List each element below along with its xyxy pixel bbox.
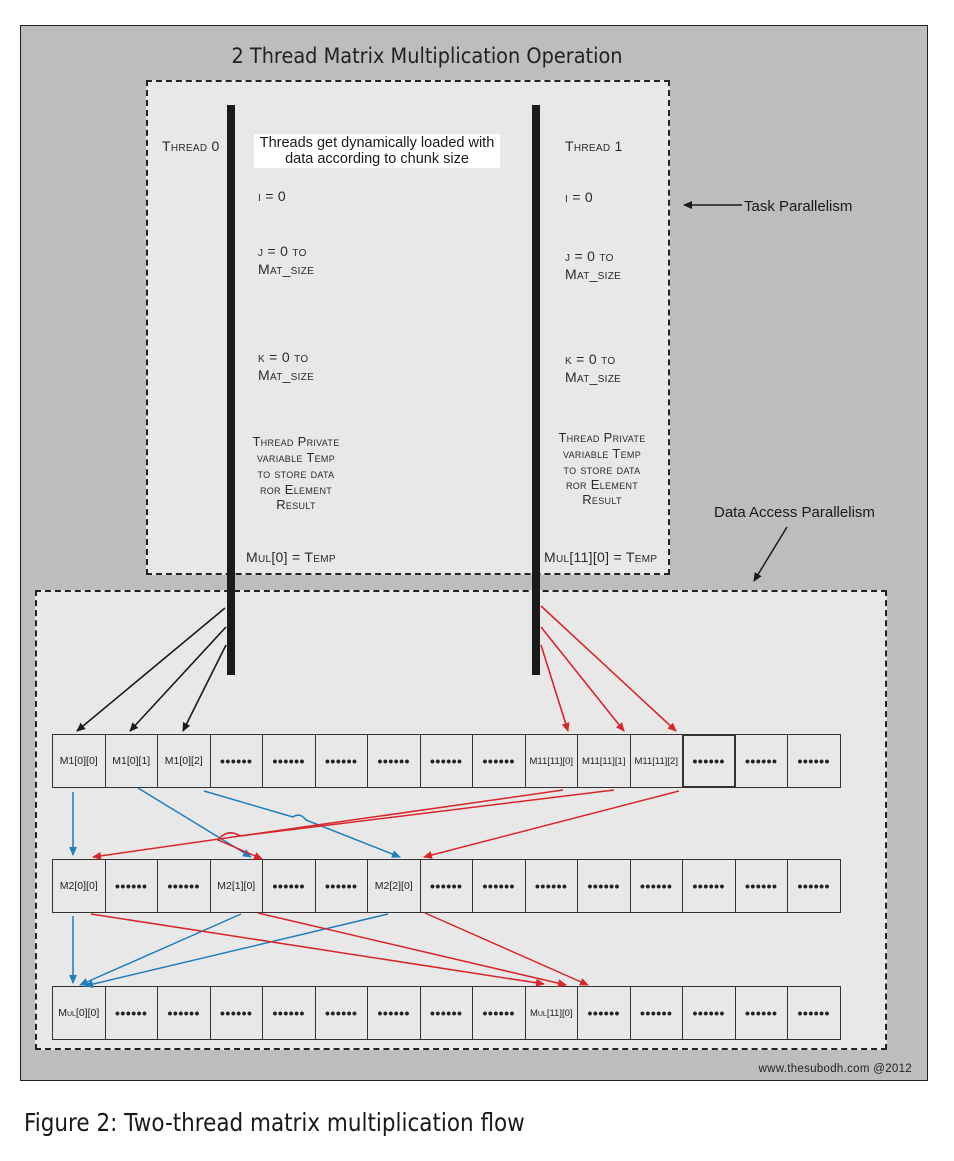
thread1-private-line1: Thread Private	[558, 430, 646, 445]
matrix-cell: ••••••	[735, 986, 789, 1040]
thread0-label: Thread 0	[162, 138, 220, 154]
matrix-cell: M1[0][0]	[52, 734, 106, 788]
chunk-size-note: Threads get dynamically loaded with data according to chunk size	[254, 134, 500, 168]
matrix-cell: ••••••	[315, 859, 369, 913]
thread1-k-limit: Mat_size	[565, 369, 622, 385]
thread0-timeline	[227, 105, 235, 675]
matrix-cell: ••••••	[262, 734, 316, 788]
matrix-cell: M2[0][0]	[52, 859, 106, 913]
matrix-cell: ••••••	[630, 986, 684, 1040]
matrix-cell: M11[11][2]	[630, 734, 684, 788]
data-access-parallelism-label: Data Access Parallelism	[714, 504, 875, 521]
matrix-cell: ••••••	[157, 859, 211, 913]
diagram-title: 2 Thread Matrix Multiplication Operation	[231, 44, 623, 68]
thread1-private-line3: to store data	[563, 462, 641, 477]
thread1-j-limit: Mat_size	[565, 266, 622, 282]
thread0-private-line5: Result	[276, 497, 316, 512]
matrix-cell: ••••••	[315, 986, 369, 1040]
thread1-j-range: j = 0 to	[565, 248, 614, 264]
matrix-cell: ••••••	[420, 734, 474, 788]
matrix-cell: Mul[11][0]	[525, 986, 579, 1040]
matrix-mul-row	[52, 986, 841, 1040]
thread0-private-line2: variable Temp	[256, 450, 336, 465]
matrix-cell: ••••••	[472, 859, 526, 913]
matrix-cell: ••••••	[735, 859, 789, 913]
matrix-cell: ••••••	[367, 734, 421, 788]
data-access-box	[35, 590, 887, 1050]
matrix-cell: ••••••	[787, 734, 841, 788]
matrix-cell: ••••••	[735, 734, 789, 788]
thread1-private-line4: ror Element	[565, 477, 639, 492]
matrix-cell: M1[0][1]	[105, 734, 159, 788]
thread0-i: i = 0	[258, 188, 287, 204]
matrix-cell: ••••••	[210, 986, 264, 1040]
task-parallelism-label: Task Parallelism	[744, 198, 853, 215]
thread1-private-line5: Result	[582, 492, 622, 507]
matrix-cell: ••••••	[472, 986, 526, 1040]
thread0-assign: Mul[0] = Temp	[246, 549, 336, 565]
matrix-cell: ••••••	[367, 986, 421, 1040]
matrix-cell: ••••••	[315, 734, 369, 788]
matrix-cell: Mul[0][0]	[52, 986, 106, 1040]
site-credit: www.thesubodh.com @2012	[758, 1063, 912, 1075]
matrix-m1-row	[52, 734, 841, 788]
matrix-cell: ••••••	[525, 859, 579, 913]
matrix-cell: ••••••	[472, 734, 526, 788]
matrix-cell: M11[11][1]	[577, 734, 631, 788]
matrix-cell: ••••••	[105, 859, 159, 913]
thread1-k-range: k = 0 to	[565, 351, 616, 367]
thread1-i: i = 0	[565, 189, 594, 205]
matrix-cell: ••••••	[420, 986, 474, 1040]
figure-caption: Figure 2: Two-thread matrix multiplication flow	[24, 1108, 525, 1137]
thread0-private-line1: Thread Private	[252, 434, 340, 449]
matrix-cell: M2[2][0]	[367, 859, 421, 913]
matrix-cell: ••••••	[630, 859, 684, 913]
thread1-timeline	[532, 105, 540, 675]
matrix-cell: M11[11][0]	[525, 734, 579, 788]
thread1-label: Thread 1	[565, 138, 623, 154]
matrix-cell: ••••••	[420, 859, 474, 913]
matrix-cell: ••••••	[577, 859, 631, 913]
matrix-cell: ••••••	[682, 986, 736, 1040]
matrix-m2-row	[52, 859, 841, 913]
matrix-cell: ••••••	[787, 859, 841, 913]
thread0-k-limit: Mat_size	[258, 367, 315, 383]
matrix-cell: ••••••	[577, 986, 631, 1040]
thread1-private-line2: variable Temp	[562, 446, 642, 461]
matrix-cell: ••••••	[682, 859, 736, 913]
thread0-private-line3: to store data	[257, 466, 335, 481]
matrix-cell: ••••••	[787, 986, 841, 1040]
thread0-j-range: j = 0 to	[258, 243, 307, 259]
thread0-k-range: k = 0 to	[258, 349, 309, 365]
matrix-cell: ••••••	[105, 986, 159, 1040]
thread0-j-limit: Mat_size	[258, 261, 315, 277]
matrix-cell: M2[1][0]	[210, 859, 264, 913]
matrix-cell: ••••••	[262, 859, 316, 913]
matrix-cell: ••••••	[262, 986, 316, 1040]
matrix-cell: ••••••	[210, 734, 264, 788]
thread1-assign: Mul[11][0] = Temp	[544, 549, 658, 565]
matrix-cell: ••••••	[682, 734, 736, 788]
thread0-private-line4: ror Element	[259, 482, 333, 497]
matrix-cell: ••••••	[157, 986, 211, 1040]
matrix-cell: M1[0][2]	[157, 734, 211, 788]
